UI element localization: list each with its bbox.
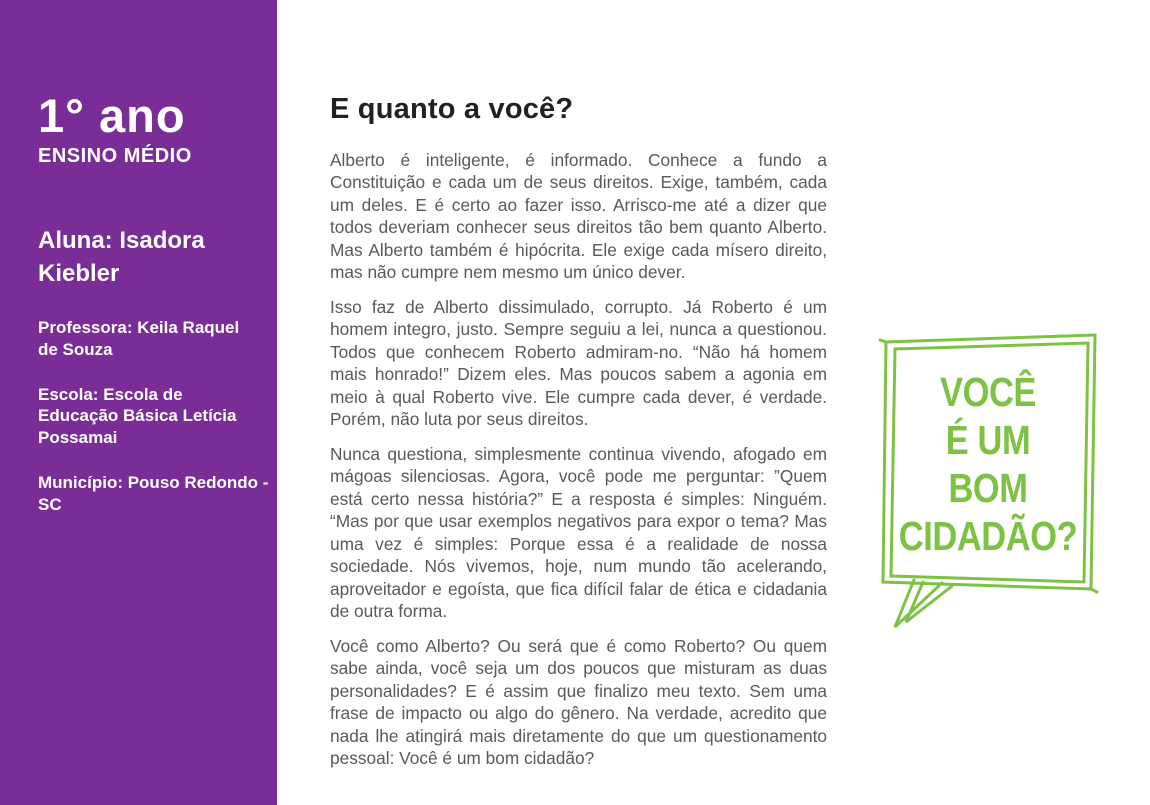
callout-line: VOCÊ bbox=[940, 369, 1036, 415]
article bbox=[330, 93, 827, 782]
teacher-name: Professora: Keila Raquel de Souza bbox=[38, 318, 240, 359]
callout-line: É UM bbox=[945, 417, 1031, 463]
article-paragraph-3: Nunca questiona, simplesmente continua vivendo, afogado em mágoas silenciosas. Agora, você pode me perguntar: ”Quem está certo nessa história?” E a resposta é simples: Ninguém. “Mas por que usar exemplos negativos para expor o tema? Mas uma vez é simples: Porque essa é a realidade de nossa sociedade. Nós vivemos, hoje, num mundo tão acelerando, aproveitador e egoísta, que fica difícil falar de ética e cidadania de outra forma. bbox=[330, 443, 827, 622]
article-paragraph-4: Você como Alberto? Ou será que é como Roberto? Ou quem sabe ainda, você seja um dos poucos que misturam as duas personalidades? E é assim que finalizo meu texto. Sem uma frase de impacto ou algo do gênero. Na verdade, acredito que nada lhe atingirá mais diretamente do que um questionamento pessoal: Você é um bom cidadão? bbox=[330, 635, 827, 769]
speech-bubble-callout bbox=[876, 330, 1101, 650]
student-name: Aluna: Isadora Kiebler bbox=[38, 227, 205, 288]
education-level-label: ENSINO MÉDIO bbox=[38, 145, 192, 167]
article-paragraph-2: Isso faz de Alberto dissimulado, corrupto. Já Roberto é um homem integro, justo. Sempre seguiu a lei, nunca a questionou. Todos que conhecem Roberto admiram-no. “Não há homem mais honrado!” Dizem eles. Mas poucos sabem a agonia em meio à qual Roberto vive. Ele cumpre cada dever, é verdade. Porém, não luta por seus direitos. bbox=[330, 296, 827, 430]
school-name: Escola: Escola de Educação Básica Letícia Possamai bbox=[38, 384, 237, 448]
article-title: E quanto a você? bbox=[330, 93, 574, 125]
sidebar bbox=[0, 0, 277, 805]
callout-line: BOM bbox=[948, 465, 1028, 511]
callout-line: CIDADÃO? bbox=[898, 513, 1078, 559]
grade-label: 1° ano bbox=[38, 89, 186, 142]
city-name: Município: Pouso Redondo - SC bbox=[38, 472, 269, 514]
article-paragraph-1: Alberto é inteligente, é informado. Conhece a fundo a Constituição e cada um de seus direitos. Exige, também, cada um deles. E é certo ao fazer isso. Arrisco-me até a dizer que todos deveriam conhecer seus direitos tão bem quanto Alberto. Mas Alberto também é hipócrita. Ele exige cada mísero direito, mas não cumpre nem mesmo um único dever. bbox=[330, 150, 827, 283]
callout-question bbox=[898, 358, 1078, 570]
